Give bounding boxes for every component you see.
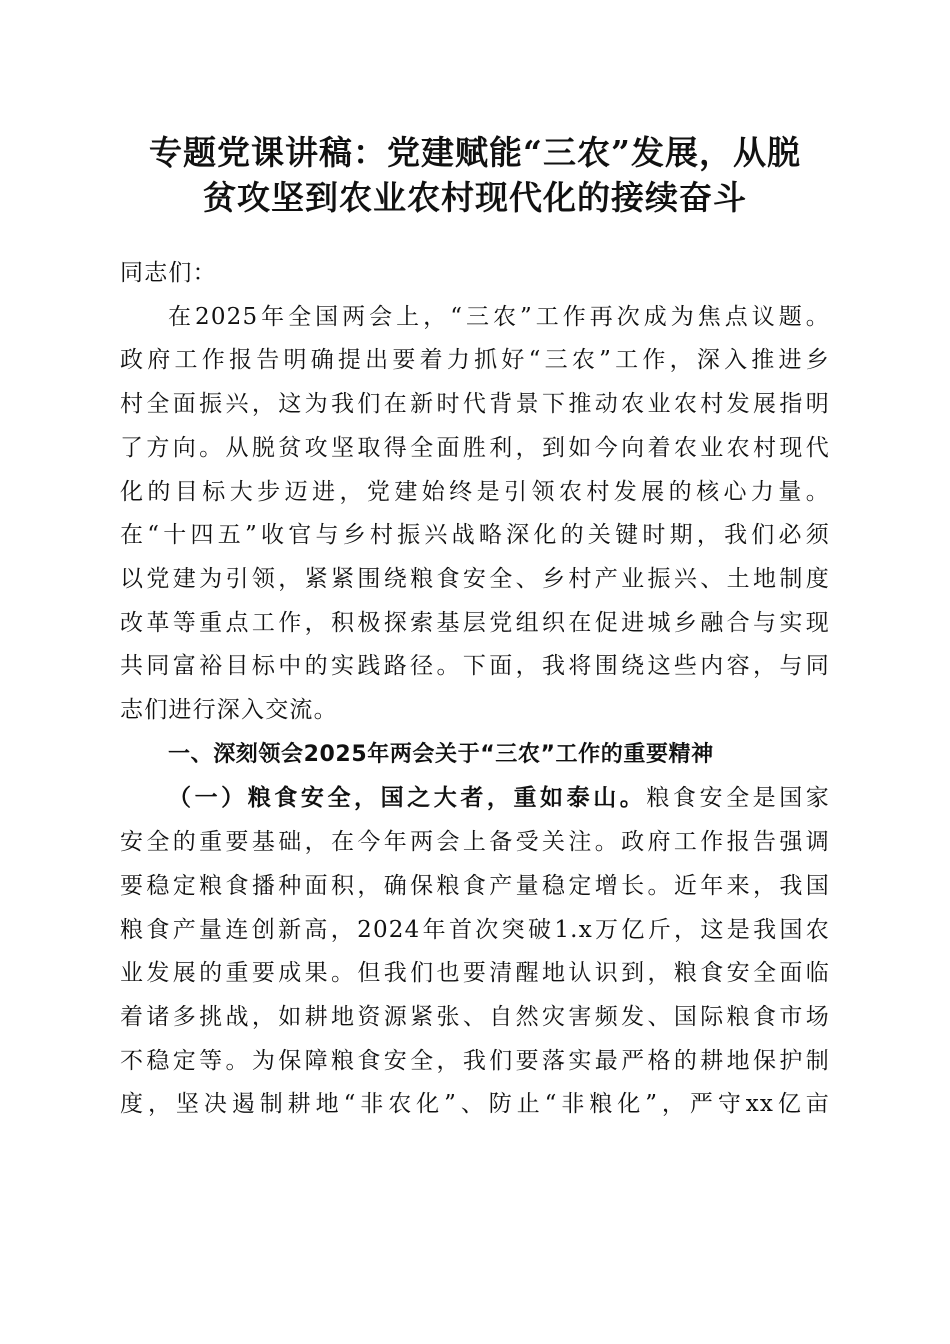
- paragraph-line: 志们进行深入交流。: [120, 697, 338, 724]
- paragraph-line: 化的目标大步迈进，党建始终是引领农村发展的核心力量。: [120, 478, 830, 505]
- salutation: 同志们：: [120, 260, 217, 286]
- paragraph-line: 粮食产量连创新高，2024年首次突破1.x万亿斤，这是我国农: [120, 916, 830, 943]
- paragraph-line: 了方向。从脱贫攻坚取得全面胜利，到如今向着农业农村现代: [120, 434, 830, 461]
- section-heading-1: 一、深刻领会2025年两会关于“三农”工作的重要精神: [168, 741, 714, 767]
- subsection-1-paragraph: [120, 776, 830, 1127]
- document-body: [120, 252, 830, 1127]
- paragraph-line: 在“十四五”收官与乡村振兴战略深化的关键时期，我们必须: [120, 522, 830, 549]
- paragraph-line: （一）粮食安全，国之大者，重如泰山。粮食安全是国家: [168, 784, 830, 812]
- title-line-1: 专题党课讲稿：党建赋能“三农”发展，从脱: [149, 133, 801, 172]
- paragraph-line: 不稳定等。为保障粮食安全，我们要落实最严格的耕地保护制: [120, 1047, 830, 1074]
- document-title: [100, 130, 850, 220]
- paragraph-line: 村全面振兴，这为我们在新时代背景下推动农业农村发展指明: [120, 391, 830, 418]
- paragraph-line: 政府工作报告明确提出要着力抓好“三农”工作，深入推进乡: [120, 347, 830, 374]
- paragraph-line: 安全的重要基础，在今年两会上备受关注。政府工作报告强调: [120, 829, 830, 856]
- paragraph-line: 着诸多挑战，如耕地资源紧张、自然灾害频发、国际粮食市场: [120, 1003, 830, 1030]
- paragraph-line: 度，坚决遏制耕地“非农化”、防止“非粮化”，严守xx亿亩: [120, 1091, 830, 1118]
- paragraph-line: 以党建为引领，紧紧围绕粮食安全、乡村产业振兴、土地制度: [120, 565, 830, 592]
- paragraph-line: 业发展的重要成果。但我们也要清醒地认识到，粮食安全面临: [120, 960, 830, 987]
- paragraph-line: 共同富裕目标中的实践路径。下面，我将围绕这些内容，与同: [120, 653, 830, 680]
- title-line-2: 贫攻坚到农业农村现代化的接续奋斗: [203, 178, 747, 217]
- intro-paragraph: [120, 296, 830, 733]
- paragraph-line: 改革等重点工作，积极探索基层党组织在促进城乡融合与实现: [120, 609, 830, 636]
- paragraph-line: 在2025年全国两会上，“三农”工作再次成为焦点议题。: [168, 303, 830, 330]
- paragraph-line: 要稳定粮食播种面积，确保粮食产量稳定增长。近年来，我国: [120, 872, 830, 899]
- subsection-1-heading: （一）粮食安全，国之大者，重如泰山。: [168, 784, 647, 812]
